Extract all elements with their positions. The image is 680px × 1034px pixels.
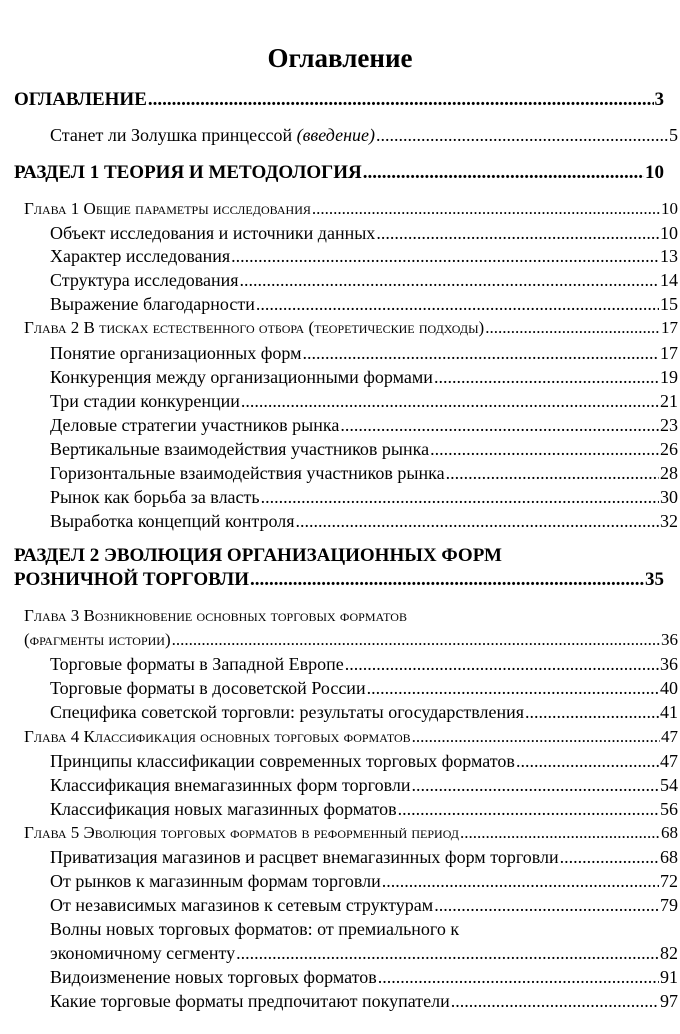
toc-entry-chapter-1[interactable] (24, 199, 678, 219)
entry-title: Глава 5 Эволюция торговых форматов в реформенный период (24, 823, 459, 842)
entry-title: Специфика советской торговли: результаты огосударствления (50, 702, 525, 722)
dot-leader (172, 630, 660, 650)
dot-leader (460, 823, 660, 843)
dot-leader (240, 270, 659, 291)
dot-leader (261, 487, 659, 508)
page-number: 72 (660, 871, 678, 891)
page-number: 79 (660, 895, 678, 915)
page-number: 26 (660, 439, 678, 459)
entry-title: Рынок как борьба за власть (50, 487, 260, 507)
dot-leader (241, 391, 659, 412)
page-number: 47 (660, 751, 678, 771)
dot-leader (485, 318, 660, 338)
toc-entry-section[interactable] (50, 799, 678, 820)
page-number: 47 (661, 727, 678, 746)
entry-title: От рынков к магазинным формам торговли (50, 871, 381, 891)
page-number: 3 (654, 89, 664, 110)
toc-entry-section[interactable] (50, 751, 678, 772)
dot-leader (451, 991, 659, 1012)
toc-entry-section[interactable] (50, 223, 678, 244)
page-number: 68 (661, 823, 678, 842)
dot-leader (340, 415, 659, 436)
page-number: 36 (661, 630, 678, 649)
toc-entry-section[interactable] (50, 246, 678, 267)
page-number: 68 (660, 847, 678, 867)
entry-title: Глава 4 Классификация основных торговых форматов (24, 727, 411, 746)
toc-entry-section[interactable] (50, 463, 678, 484)
entry-title: Классификация внемагазинных форм торговли (50, 775, 411, 795)
page-number: 17 (661, 318, 678, 337)
entry-title: Станет ли Золушка принцессой (введение) (50, 125, 376, 145)
page-number: 91 (660, 967, 678, 987)
dot-leader (434, 895, 659, 916)
entry-title: РОЗНИЧНОЙ ТОРГОВЛИ (14, 569, 249, 590)
dot-leader (256, 294, 659, 315)
entry-title: Глава 2 В тисках естественного отбора (теоретические подходы) (24, 318, 485, 337)
entry-title: РАЗДЕЛ 1 ТЕОРИЯ И МЕТОДОЛОГИЯ (14, 162, 362, 183)
entry-title: Объект исследования и источники данных (50, 223, 376, 243)
page-number: 23 (660, 415, 678, 435)
dot-leader (411, 775, 659, 796)
dot-leader (345, 654, 659, 675)
toc-entry-section[interactable] (50, 439, 678, 460)
toc-entry-part-2[interactable] (14, 569, 664, 591)
toc-entry-chapter-5[interactable] (24, 823, 678, 843)
toc-entry-chapter-4[interactable] (24, 727, 678, 747)
toc-entry-chapter-2[interactable] (24, 318, 678, 338)
entry-title: Горизонтальные взаимодействия участников рынка (50, 463, 445, 483)
page-title: Оглавление (267, 43, 413, 73)
page-number: 54 (660, 775, 678, 795)
page-number: 17 (660, 343, 678, 363)
page-number: 19 (660, 367, 678, 387)
page-number: 15 (660, 294, 678, 314)
entry-title: (фрагменты истории) (24, 630, 171, 649)
entry-title: Конкуренция между организационными формами (50, 367, 433, 387)
page-number: 14 (660, 270, 678, 290)
entry-note: (введение) (296, 125, 376, 145)
toc-entry-section[interactable] (50, 294, 678, 315)
page-number: 36 (660, 654, 678, 674)
page-number: 56 (660, 799, 678, 819)
toc-entry-section[interactable] (50, 678, 678, 699)
page-number: 28 (660, 463, 678, 483)
page-number: 21 (660, 391, 678, 411)
page-number: 40 (660, 678, 678, 698)
dot-leader (303, 343, 659, 364)
entry-title: Структура исследования (50, 270, 239, 290)
entry-title: Приватизация магазинов и расцвет внемагазинных форм торговли (50, 847, 559, 867)
entry-title: Классификация новых магазинных форматов (50, 799, 397, 819)
page-number: 13 (660, 246, 678, 266)
dot-leader (367, 678, 659, 699)
toc-entry-section[interactable] (50, 943, 678, 964)
entry-title: ОГЛАВЛЕНИЕ (14, 89, 147, 110)
entry-title: Выражение благодарности (50, 294, 255, 314)
page-number: 5 (669, 125, 678, 145)
dot-leader (376, 125, 668, 146)
dot-leader (430, 439, 659, 460)
page-number: 10 (660, 223, 678, 243)
dot-leader (560, 847, 659, 868)
toc-entry-part-2-line1[interactable]: РАЗДЕЛ 2 ЭВОЛЮЦИЯ ОРГАНИЗАЦИОННЫХ ФОРМ (14, 545, 502, 566)
toc-entry-section[interactable] (50, 391, 678, 412)
entry-title: экономичному сегменту (50, 943, 236, 963)
dot-leader (446, 463, 659, 484)
toc-entry-contents[interactable] (14, 89, 664, 111)
toc-entry-section[interactable] (50, 270, 678, 291)
page-number: 10 (645, 162, 664, 183)
dot-leader (378, 967, 659, 988)
entry-title: Видоизменение новых торговых форматов (50, 967, 377, 987)
dot-leader (231, 246, 659, 267)
toc-entry-chapter-3[interactable] (24, 630, 678, 650)
entry-title: Глава 1 Общие параметры исследования (24, 199, 311, 218)
page-number: 30 (660, 487, 678, 507)
page-number: 97 (660, 991, 678, 1011)
page-number: 35 (645, 569, 664, 590)
dot-leader (312, 199, 660, 219)
dot-leader (434, 367, 659, 388)
page-number: 10 (661, 199, 678, 218)
entry-title: Характер исследования (50, 246, 231, 266)
toc-entry-section[interactable] (50, 487, 678, 508)
toc-entry-section[interactable] (50, 702, 678, 723)
entry-title: От независимых магазинов к сетевым структурам (50, 895, 434, 915)
entry-title: Три стадии конкуренции (50, 391, 240, 411)
entry-title: Торговые форматы в досоветской России (50, 678, 366, 698)
page-number: 41 (660, 702, 678, 722)
toc-entry-section-line1[interactable]: Волны новых торговых форматов: от премиального к (50, 919, 460, 939)
dot-leader (250, 569, 644, 591)
toc-entry-section[interactable] (50, 991, 678, 1012)
page-number: 82 (660, 943, 678, 963)
entry-title: Деловые стратегии участников рынка (50, 415, 340, 435)
dot-leader (376, 223, 659, 244)
toc-entry-section[interactable] (50, 967, 678, 988)
dot-leader (382, 871, 659, 892)
dot-leader (516, 751, 659, 772)
toc-entry-section[interactable] (50, 367, 678, 388)
toc-entry-section[interactable] (50, 511, 678, 532)
toc-entry-section[interactable] (50, 871, 678, 892)
toc-entry-section[interactable] (50, 895, 678, 916)
toc-entry-section[interactable] (50, 775, 678, 796)
dot-leader (363, 162, 644, 184)
dot-leader (412, 727, 660, 747)
toc-entry-section[interactable] (50, 847, 678, 868)
toc-entry-chapter-3-line1[interactable]: Глава 3 Возникновение основных торговых форматов (24, 606, 407, 625)
dot-leader (148, 89, 654, 111)
toc-entry-section[interactable] (50, 343, 678, 364)
dot-leader (296, 511, 659, 532)
dot-leader (398, 799, 659, 820)
toc-entry-section[interactable] (50, 654, 678, 675)
entry-title: Выработка концепций контроля (50, 511, 295, 531)
page-number: 32 (660, 511, 678, 531)
entry-title: Вертикальные взаимодействия участников рынка (50, 439, 430, 459)
entry-title: Принципы классификации современных торговых форматов (50, 751, 515, 771)
dot-leader (525, 702, 659, 723)
entry-title: Какие торговые форматы предпочитают покупатели (50, 991, 450, 1011)
toc-entry-intro[interactable] (50, 125, 678, 146)
entry-title: Торговые форматы в Западной Европе (50, 654, 344, 674)
entry-title: Понятие организационных форм (50, 343, 302, 363)
dot-leader (236, 943, 659, 964)
toc-entry-section[interactable] (50, 415, 678, 436)
toc-entry-part-1[interactable] (14, 162, 664, 184)
